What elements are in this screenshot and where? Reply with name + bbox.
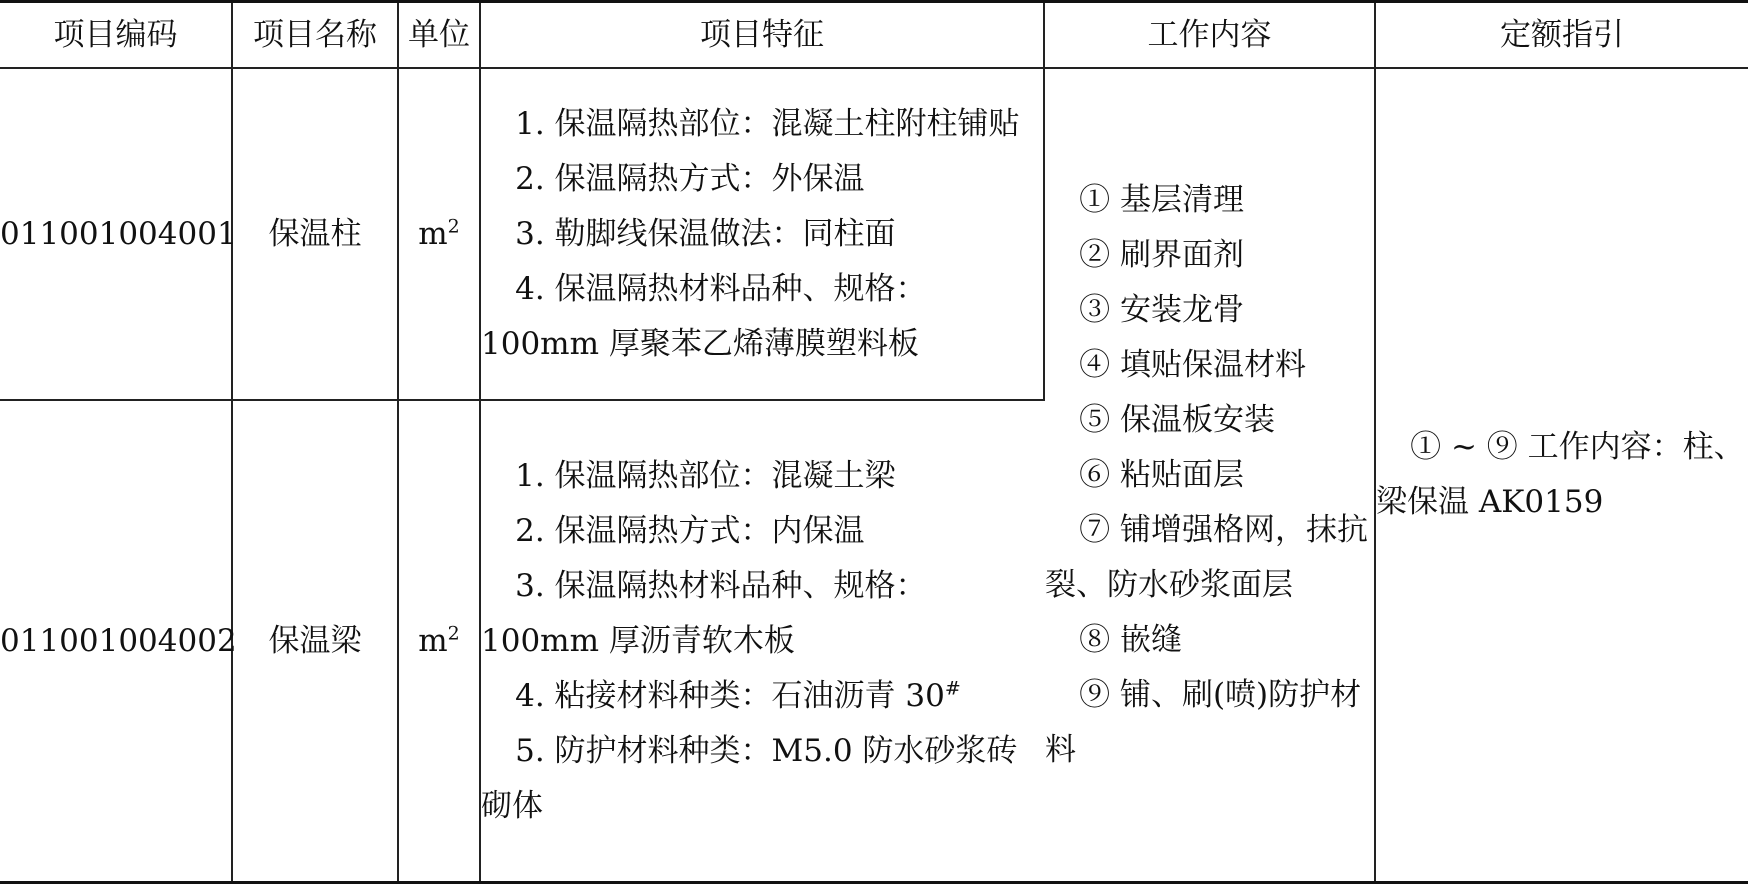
feature-line: 2. 保温隔热方式：外保温 [515,160,865,197]
feature-line: 1. 保温隔热部位：混凝土梁 [515,457,896,494]
table-row [0,68,1748,400]
table-header-row [0,2,1748,69]
header-unit: 单位 [398,2,480,69]
header-features: 项目特征 [480,2,1044,69]
feature-line: 3. 保温隔热材料品种、规格：100mm 厚沥青软木板 [481,567,927,659]
item-code: 011001004002 [0,400,232,883]
item-code: 011001004001 [0,68,232,400]
quota-guide [1375,68,1748,883]
header-name: 项目名称 [232,2,398,69]
header-work-content: 工作内容 [1044,2,1375,69]
work-step: ⑤ 保温板安装 [1079,401,1275,438]
work-content [1044,68,1375,883]
feature-line: 3. 勒脚线保温做法：同柱面 [515,215,896,252]
header-code: 项目编码 [0,2,232,69]
header-quota-guide: 定额指引 [1375,2,1748,69]
unit-base: m [418,622,448,659]
unit-superscript: 2 [447,622,460,645]
unit-superscript: 2 [447,215,460,238]
feature-line: 4. 保温隔热材料品种、规格：100mm 厚聚苯乙烯薄膜塑料板 [481,270,927,362]
feature-line [481,669,1044,724]
work-step: ④ 填贴保温材料 [1079,346,1306,383]
work-step: ⑧ 嵌缝 [1079,621,1182,658]
item-features [480,400,1044,883]
feature-line: 5. 防护材料种类：M5.0 防水砂浆砖砌体 [481,732,1018,824]
quota-guide-text: ① ~ ⑨ 工作内容：柱、梁保温 AK0159 [1376,429,1745,520]
work-step: ⑥ 粘贴面层 [1079,456,1244,493]
item-unit [398,68,480,400]
work-step: ③ 安装龙骨 [1079,291,1244,328]
item-features [480,68,1044,400]
work-step: ① 基层清理 [1079,181,1244,218]
work-step: ② 刷界面剂 [1079,236,1244,273]
work-step: ⑦ 铺增强格网，抹抗裂、防水砂浆面层 [1045,511,1368,603]
unit-base: m [418,215,448,252]
item-unit [398,400,480,883]
item-name: 保温梁 [232,400,398,883]
item-name: 保温柱 [232,68,398,400]
feature-line: 1. 保温隔热部位：混凝土柱附柱铺贴 [515,105,1020,142]
feature-superscript: # [944,677,961,700]
feature-text: 4. 粘接材料种类：石油沥青 30 [515,677,945,714]
work-step: ⑨ 铺、刷(喷)防护材料 [1045,676,1362,768]
feature-line: 2. 保温隔热方式：内保温 [515,512,865,549]
